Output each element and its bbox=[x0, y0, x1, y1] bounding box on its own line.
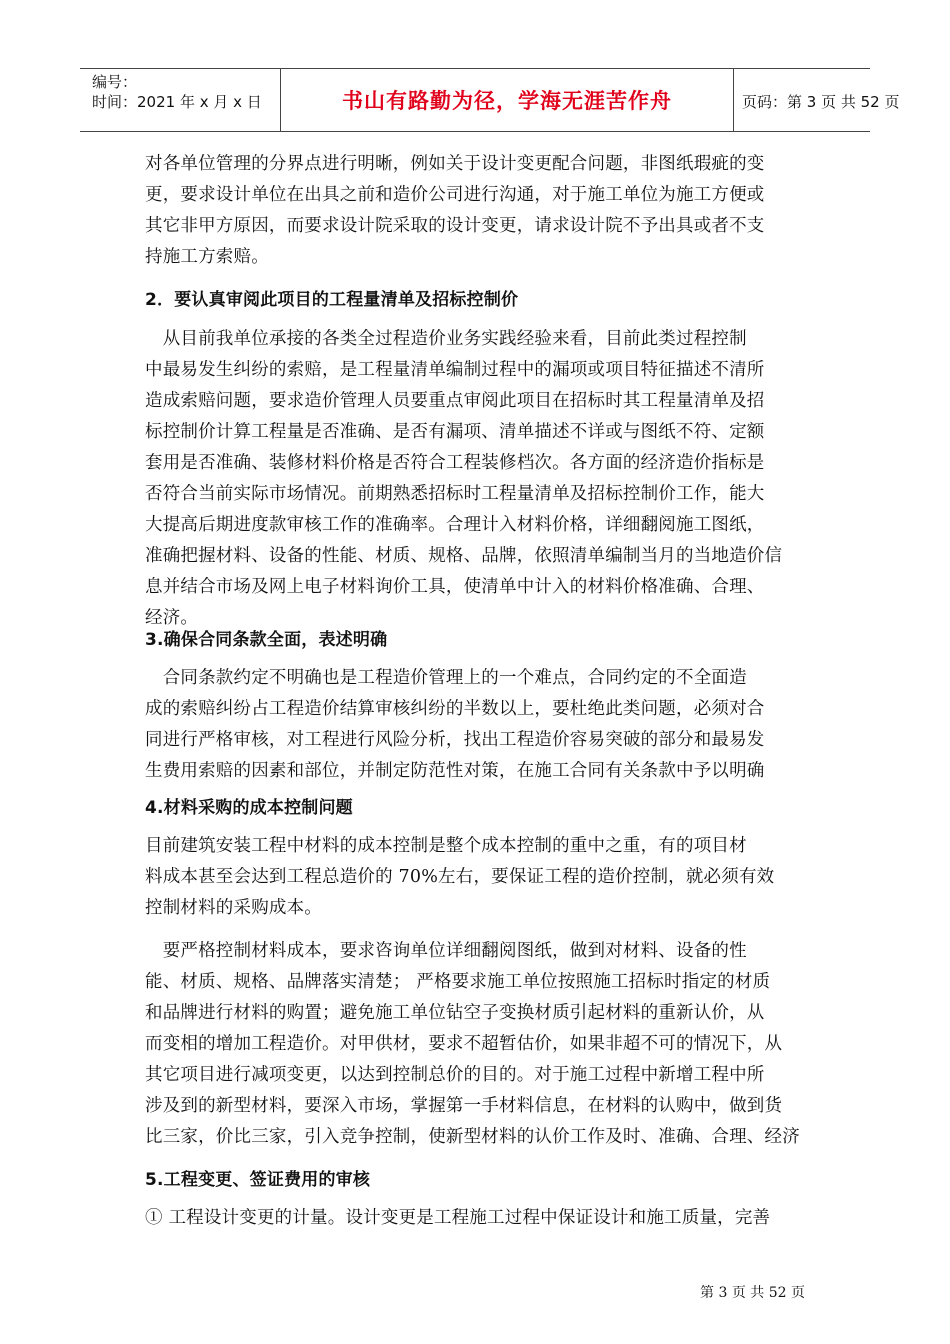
section-heading-2: 2．要认真审阅此项目的工程量清单及招标控制价 bbox=[145, 290, 519, 310]
section-heading-5: 5.工程变更、签证费用的审核 bbox=[145, 1170, 371, 1190]
body-line: 持施工方索赔。 bbox=[145, 247, 269, 267]
body-line: 标控制价计算工程量是否准确、是否有漏项、清单描述不详或与图纸不符、定额 bbox=[145, 422, 765, 442]
section-heading-3: 3.确保合同条款全面，表述明确 bbox=[145, 630, 388, 650]
body-line: 控制材料的采购成本。 bbox=[145, 898, 322, 918]
body-line: 料成本甚至会达到工程总造价的 70%左右，要保证工程的造价控制，就必须有效 bbox=[145, 867, 775, 887]
page-header bbox=[80, 68, 900, 132]
document-number-label: 编号： bbox=[92, 73, 138, 91]
body-line: 其它项目进行减项变更，以达到控制总价的目的。对于施工过程中新增工程中所 bbox=[145, 1065, 765, 1085]
body-line: 更，要求设计单位在出具之前和造价公司进行沟通，对于施工单位为施工方便或 bbox=[145, 185, 765, 205]
body-line: 否符合当前实际市场情况。前期熟悉招标时工程量清单及招标控制价工作，能大 bbox=[145, 484, 765, 504]
body-line: 同进行严格审核，对工程进行风险分析，找出工程造价容易突破的部分和最易发 bbox=[145, 730, 765, 750]
body-line: 其它非甲方原因，而要求设计院采取的设计变更，请求设计院不予出具或者不支 bbox=[145, 216, 765, 236]
body-line: 比三家，价比三家，引入竞争控制，使新型材料的认价工作及时、准确、合理、经济 bbox=[145, 1127, 800, 1147]
body-line: 目前建筑安装工程中材料的成本控制是整个成本控制的重中之重，有的项目材 bbox=[145, 836, 747, 856]
header-page-cell bbox=[732, 69, 900, 131]
body-line: 中最易发生纠纷的索赔，是工程量清单编制过程中的漏项或项目特征描述不清所 bbox=[145, 360, 765, 380]
header-info-cell bbox=[80, 69, 280, 131]
body-line: 对各单位管理的分界点进行明晰，例如关于设计变更配合问题，非图纸瑕疵的变 bbox=[145, 154, 765, 174]
section-heading-4: 4.材料采购的成本控制问题 bbox=[145, 798, 353, 818]
body-line: 合同条款约定不明确也是工程造价管理上的一个难点，合同约定的不全面造 bbox=[145, 668, 747, 688]
body-line: 造成索赔问题，要求造价管理人员要重点审阅此项目在招标时其工程量清单及招 bbox=[145, 391, 765, 411]
body-line: 经济。 bbox=[145, 608, 199, 628]
footer-page-number: 第 3 页 共 52 页 bbox=[700, 1285, 805, 1301]
body-line: 能、材质、规格、品牌落实清楚； 严格要求施工单位按照施工招标时指定的材质 bbox=[145, 972, 771, 992]
body-line: 成的索赔纠纷占工程造价结算审核纠纷的半数以上，要杜绝此类问题，必须对合 bbox=[145, 699, 765, 719]
body-line: 准确把握材料、设备的性能、材质、规格、品牌，依照清单编制当月的当地造价信 bbox=[145, 546, 783, 566]
body-line: 从目前我单位承接的各类全过程造价业务实践经验来看，目前此类过程控制 bbox=[145, 329, 747, 349]
body-line: 要严格控制材料成本，要求咨询单位详细翻阅图纸，做到对材料、设备的性 bbox=[145, 941, 747, 961]
body-line: 和品牌进行材料的购置；避免施工单位钻空子变换材质引起材料的重新认价，从 bbox=[145, 1003, 765, 1023]
body-line: 生费用索赔的因素和部位，并制定防范性对策，在施工合同有关条款中予以明确 bbox=[145, 761, 765, 781]
document-date-label: 时间：2021 年 x 月 x 日 bbox=[92, 93, 262, 111]
body-line: 涉及到的新型材料，要深入市场，掌握第一手材料信息，在材料的认购中，做到货 bbox=[145, 1096, 783, 1116]
header-page-number: 页码：第 3 页 共 52 页 bbox=[742, 93, 900, 111]
body-line: 大提高后期进度款审核工作的准确率。合理计入材料价格，详细翻阅施工图纸， bbox=[145, 515, 765, 535]
header-motto-cell bbox=[280, 69, 734, 131]
header-motto: 书山有路勤为径，学海无涯苦作舟 bbox=[342, 89, 672, 113]
body-line: ① 工程设计变更的计量。设计变更是工程施工过程中保证设计和施工质量，完善 bbox=[145, 1208, 771, 1228]
body-line: 息并结合市场及网上电子材料询价工具，使清单中计入的材料价格准确、合理、 bbox=[145, 577, 765, 597]
body-line: 套用是否准确、装修材料价格是否符合工程装修档次。各方面的经济造价指标是 bbox=[145, 453, 765, 473]
body-line: 而变相的增加工程造价。对甲供材，要求不超暂估价，如果非超不可的情况下，从 bbox=[145, 1034, 783, 1054]
